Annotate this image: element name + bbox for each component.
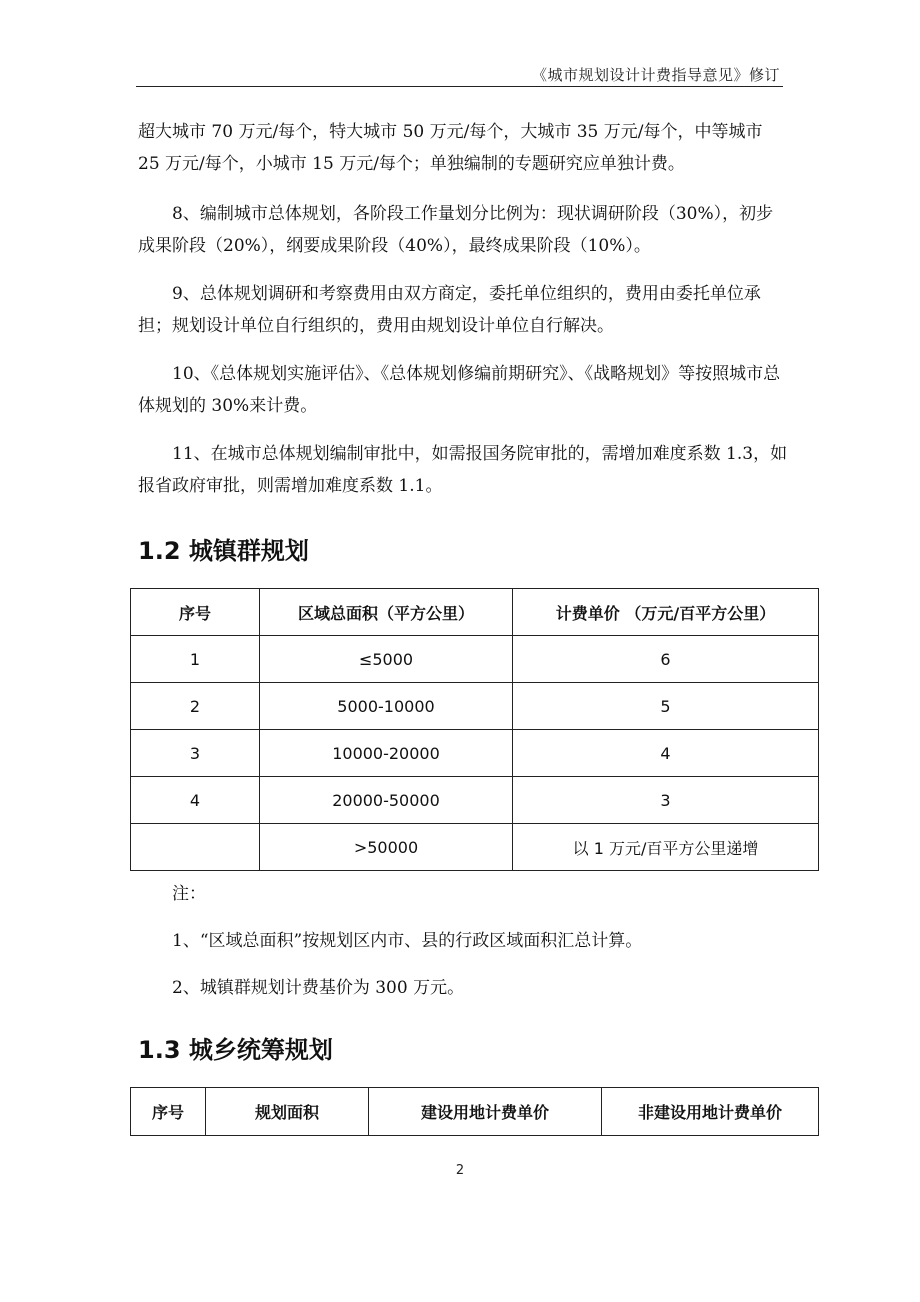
table-header-row — [131, 589, 819, 636]
table-row — [131, 636, 819, 683]
section-title-1-3: 1.3 城乡统筹规划 — [138, 1036, 333, 1064]
fee-table-urban-rural — [130, 1087, 819, 1136]
table-cell: 3 — [513, 777, 819, 824]
table-cell: 4 — [131, 777, 260, 824]
table-cell — [131, 824, 260, 871]
table-cell: 4 — [513, 730, 819, 777]
header-cell: 规划面积 — [206, 1088, 369, 1136]
table-cell: 5000-10000 — [260, 683, 513, 730]
table-row — [131, 777, 819, 824]
paragraph-item-11: 11、在城市总体规划编制审批中，如需报国务院审批的，需增加难度系数 1.3，如报省政府审批，则需增加难度系数 1.1。 — [138, 444, 788, 496]
note-item-1: 1、“区域总面积”按规划区内市、县的行政区域面积汇总计算。 — [172, 931, 643, 951]
running-header: 《城市规划设计计费指导意见》修订 — [531, 66, 780, 84]
paragraph-item-9: 9、总体规划调研和考察费用由双方商定，委托单位组织的，费用由委托单位承担；规划设计单位自行组织的，费用由规划设计单位自行解决。 — [138, 284, 761, 336]
header-divider — [136, 86, 783, 87]
table-cell: 3 — [131, 730, 260, 777]
table-header-row — [131, 1088, 819, 1136]
header-cell: 计费单价 （万元/百平方公里） — [513, 589, 819, 636]
header-cell: 区域总面积（平方公里） — [260, 589, 513, 636]
note-item-2: 2、城镇群规划计费基价为 300 万元。 — [172, 978, 465, 998]
fee-table-urban-cluster — [130, 588, 819, 871]
table-cell: 20000-50000 — [260, 777, 513, 824]
table-row — [131, 730, 819, 777]
table-cell: 5 — [513, 683, 819, 730]
header-cell: 非建设用地计费单价 — [602, 1088, 819, 1136]
table-cell: 1 — [131, 636, 260, 683]
paragraph-item-10: 10、《总体规划实施评估》、《总体规划修编前期研究》、《战略规划》等按照城市总体规划的 30%来计费。 — [138, 364, 781, 416]
section-title-1-2: 1.2 城镇群规划 — [138, 537, 309, 565]
table-cell: >50000 — [260, 824, 513, 871]
header-cell: 序号 — [131, 1088, 206, 1136]
note-label: 注： — [172, 884, 206, 904]
table-row — [131, 824, 819, 871]
table-cell: ≤5000 — [260, 636, 513, 683]
table-cell: 10000-20000 — [260, 730, 513, 777]
table-cell: 6 — [513, 636, 819, 683]
header-cell: 建设用地计费单价 — [369, 1088, 602, 1136]
paragraph-item-8: 8、编制城市总体规划，各阶段工作量划分比例为：现状调研阶段（30%），初步成果阶段（20%），纲要成果阶段（40%），最终成果阶段（10%）。 — [138, 204, 774, 256]
table-cell: 以 1 万元/百平方公里递增 — [513, 824, 819, 871]
paragraph-city-fees: 超大城市 70 万元/每个，特大城市 50 万元/每个，大城市 35 万元/每个，中等城市 25 万元/每个，小城市 15 万元/每个；单独编制的专题研究应单独计费。 — [138, 122, 763, 174]
table-row — [131, 683, 819, 730]
table-cell: 2 — [131, 683, 260, 730]
header-cell: 序号 — [131, 589, 260, 636]
page-number: 2 — [455, 1163, 465, 1178]
